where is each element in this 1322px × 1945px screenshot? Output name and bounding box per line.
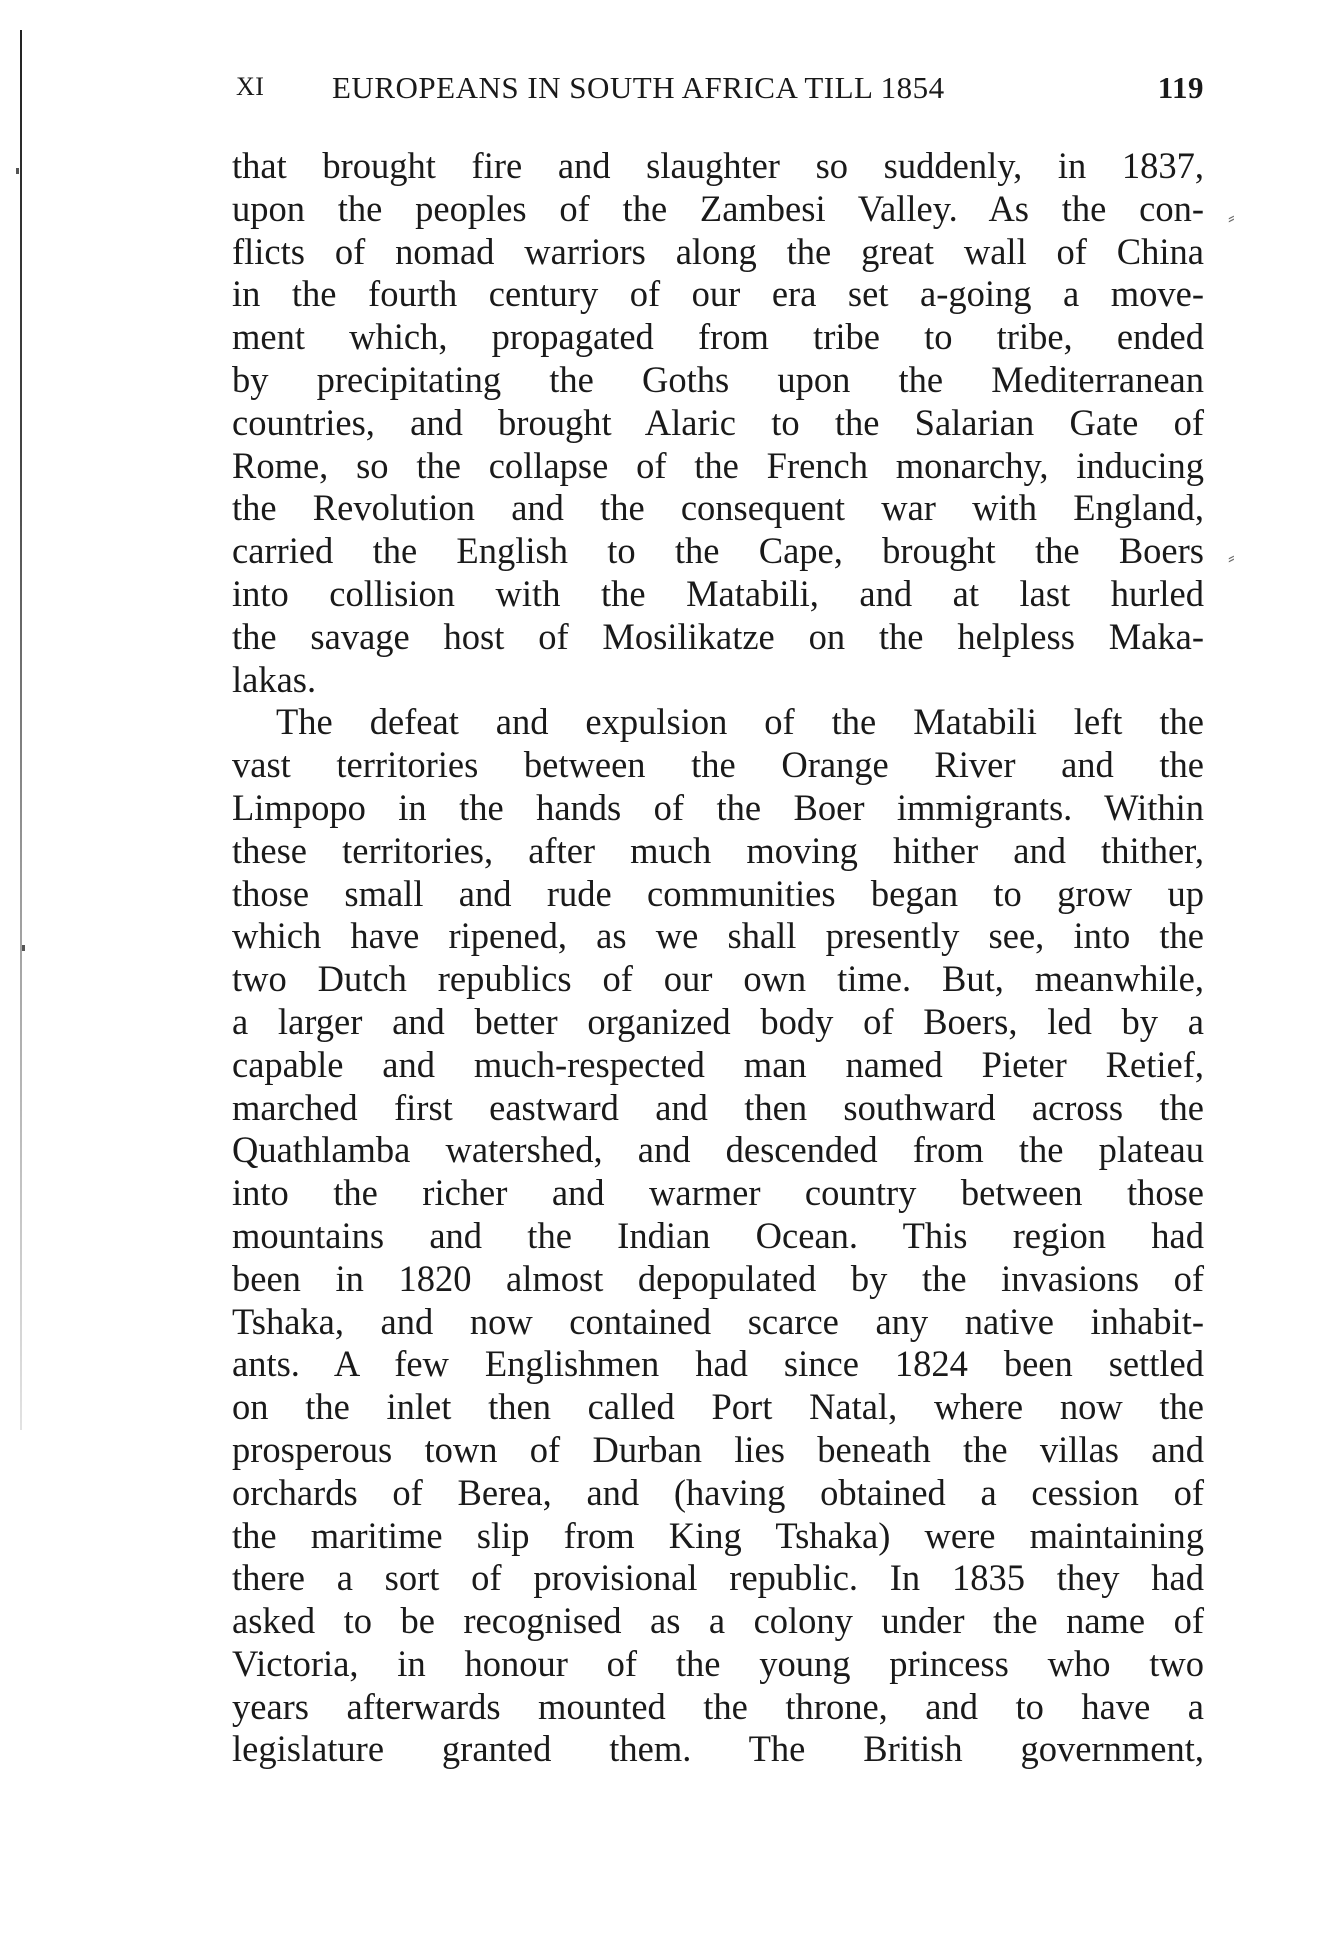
text-line: Rome, so the collapse of the French monarchy, inducing	[232, 444, 1204, 486]
body-text	[232, 145, 1204, 1771]
scan-speck	[16, 168, 19, 174]
text-line: asked to be recognised as a colony under the name of	[232, 1600, 1204, 1642]
text-line: Victoria, in honour of the young princess who two	[232, 1642, 1204, 1684]
text-line: the Revolution and the consequent war with England,	[232, 487, 1204, 529]
text-line: there a sort of provisional republic. In 1835 they had	[232, 1557, 1204, 1599]
text-line: legislature granted them. The British government,	[232, 1728, 1204, 1770]
running-head	[232, 70, 1204, 110]
text-line: into the richer and warmer country between those	[232, 1172, 1204, 1214]
text-line: The defeat and expulsion of the Matabili left the	[276, 701, 1204, 743]
text-line: Limpopo in the hands of the Boer immigrants. Within	[232, 786, 1204, 828]
text-line: flicts of nomad warriors along the great wall of China	[232, 230, 1204, 272]
scan-edge-line	[20, 30, 22, 1430]
text-line: ants. A few Englishmen had since 1824 been settled	[232, 1343, 1204, 1385]
text-line: upon the peoples of the Zambesi Valley. As the con-	[232, 187, 1204, 229]
text-line: prosperous town of Durban lies beneath the villas and	[232, 1428, 1204, 1470]
text-line: that brought fire and slaughter so suddenly, in 1837,	[232, 145, 1204, 186]
text-line: on the inlet then called Port Natal, where now the	[232, 1386, 1204, 1428]
text-line: the maritime slip from King Tshaka) were maintaining	[232, 1514, 1204, 1556]
margin-mark: ⸗	[1228, 205, 1235, 229]
text-line: in the fourth century of our era set a-going a move-	[232, 273, 1204, 315]
text-line: two Dutch republics of our own time. But, meanwhile,	[232, 958, 1204, 1000]
text-line: these territories, after much moving hither and thither,	[232, 829, 1204, 871]
text-line: a larger and better organized body of Boers, led by a	[232, 1000, 1204, 1042]
text-line: carried the English to the Cape, brought the Boers	[232, 530, 1204, 572]
text-line: been in 1820 almost depopulated by the invasions of	[232, 1257, 1204, 1299]
text-line: vast territories between the Orange River and the	[232, 744, 1204, 786]
text-line: by precipitating the Goths upon the Mediterranean	[232, 358, 1204, 400]
text-line: orchards of Berea, and (having obtained a cession of	[232, 1471, 1204, 1513]
text-line: marched first eastward and then southward across the	[232, 1086, 1204, 1128]
text-line: those small and rude communities began to grow up	[232, 872, 1204, 914]
text-line: mountains and the Indian Ocean. This region had	[232, 1214, 1204, 1256]
text-line: Tshaka, and now contained scarce any native inhabit-	[232, 1300, 1204, 1342]
text-line: lakas.	[232, 658, 317, 700]
page-number: 119	[1157, 70, 1204, 105]
text-line: countries, and brought Alaric to the Salarian Gate of	[232, 401, 1204, 443]
margin-mark: ⸗	[1228, 545, 1235, 569]
text-line: years afterwards mounted the throne, and to have a	[232, 1685, 1204, 1727]
text-line: the savage host of Mosilikatze on the helpless Maka-	[232, 615, 1204, 657]
text-line: into collision with the Matabili, and at last hurled	[232, 572, 1204, 614]
text-line: capable and much-respected man named Pieter Retief,	[232, 1043, 1204, 1085]
scan-speck	[22, 945, 25, 951]
chapter-number: XI	[236, 72, 265, 101]
text-line: which have ripened, as we shall presently see, into the	[232, 915, 1204, 957]
text-line: ment which, propagated from tribe to tribe, ended	[232, 316, 1204, 358]
running-title: EUROPEANS IN SOUTH AFRICA TILL 1854	[332, 70, 945, 105]
text-line: Quathlamba watershed, and descended from the plateau	[232, 1129, 1204, 1171]
